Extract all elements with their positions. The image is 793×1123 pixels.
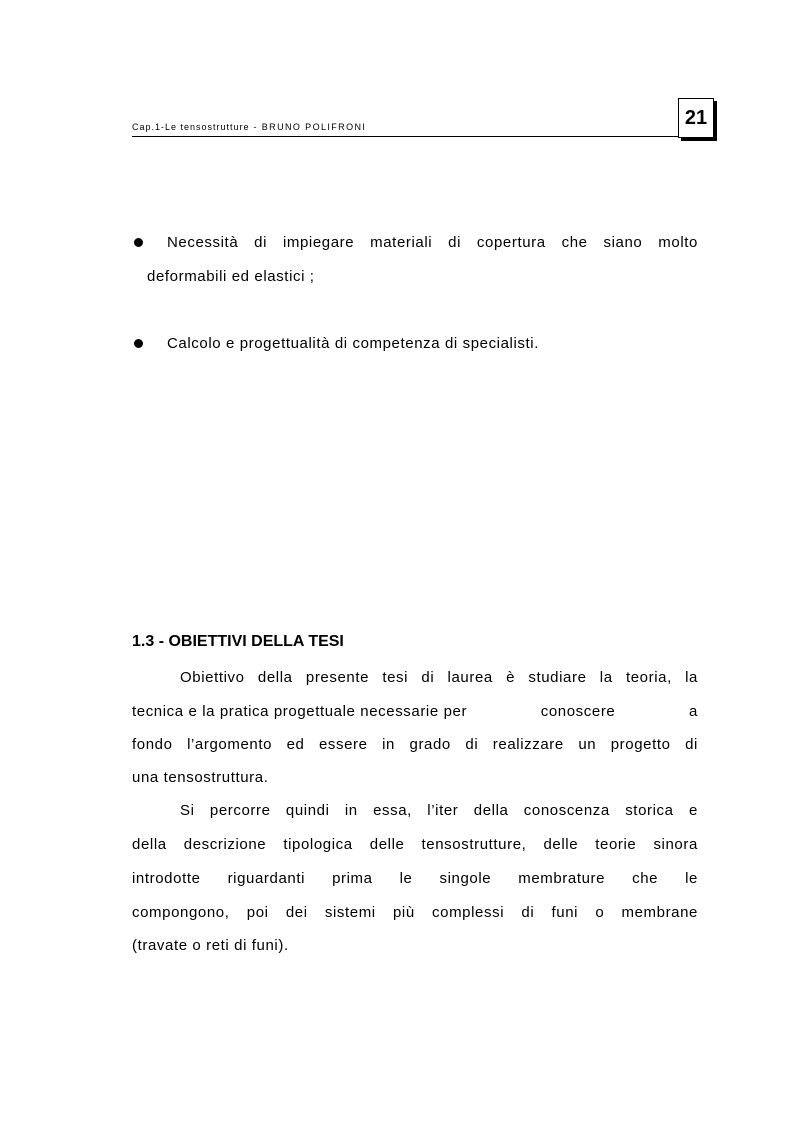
- word: le: [399, 870, 413, 887]
- word: poi: [246, 904, 269, 921]
- word: di: [421, 669, 435, 686]
- word: percorre: [209, 802, 271, 819]
- word: essa,: [373, 802, 412, 819]
- bullet-2-line-1: Calcolo e progettualità di competenza di specialisti.: [167, 335, 539, 352]
- word: singole: [439, 870, 492, 887]
- word: che: [632, 870, 659, 887]
- p1-line-4: una tensostruttura.: [132, 769, 269, 786]
- word: copertura: [476, 234, 546, 251]
- p2-line-4: [132, 904, 698, 921]
- header-chapter: Cap.1-Le tensostrutture: [132, 122, 250, 132]
- word: la: [685, 669, 698, 686]
- p1-line-3: [132, 736, 698, 753]
- bullet-dot-2: [134, 339, 143, 348]
- header-rule: [132, 136, 714, 137]
- word: teorie: [595, 836, 637, 853]
- word: riguardanti: [227, 870, 306, 887]
- word: della: [473, 802, 509, 819]
- word: più: [392, 904, 415, 921]
- word: studiare: [528, 669, 587, 686]
- word: in: [382, 736, 395, 753]
- word: impiegare: [282, 234, 355, 251]
- word: tensostrutture,: [421, 836, 527, 853]
- word: grado: [409, 736, 451, 753]
- word: presente: [305, 669, 370, 686]
- p2-line-2: [132, 836, 698, 853]
- word: Si: [180, 802, 195, 819]
- p2-line-5: (travate o reti di funi).: [132, 937, 289, 954]
- word: realizzare: [492, 736, 564, 753]
- word: tipologica: [283, 836, 353, 853]
- word: quindi: [285, 802, 330, 819]
- word: conoscenza: [523, 802, 610, 819]
- word: l’argomento: [187, 736, 273, 753]
- word: delle: [543, 836, 579, 853]
- word: dei: [285, 904, 308, 921]
- word: è: [506, 669, 516, 686]
- bullet-dot-1: [134, 238, 143, 247]
- word: di: [448, 234, 462, 251]
- text: [180, 669, 698, 686]
- p1-line-2: [132, 703, 698, 720]
- word: membrane: [621, 904, 698, 921]
- word: le: [685, 870, 698, 887]
- word: descrizione: [183, 836, 267, 853]
- p1-line-1: [180, 669, 698, 686]
- word: e: [688, 802, 698, 819]
- word: delle: [369, 836, 405, 853]
- page-number: 21: [678, 98, 714, 138]
- word: conoscere: [540, 703, 616, 720]
- word: funi: [551, 904, 579, 921]
- word: molto: [658, 234, 698, 251]
- word: della: [257, 669, 293, 686]
- word: compongono,: [132, 904, 230, 921]
- word: della: [132, 836, 167, 853]
- word: tecnica e la pratica progettuale necessarie per: [132, 703, 468, 720]
- word: a: [689, 703, 698, 720]
- word: Necessità: [167, 234, 239, 251]
- word: storica: [625, 802, 674, 819]
- p2-line-1: [180, 802, 698, 819]
- word: l’iter: [427, 802, 459, 819]
- word: di: [685, 736, 698, 753]
- word: di: [521, 904, 535, 921]
- word: prima: [332, 870, 373, 887]
- p2-line-3: [132, 870, 698, 887]
- word: fondo: [132, 736, 173, 753]
- word: progetto: [610, 736, 671, 753]
- word: tesi: [382, 669, 409, 686]
- word: sistemi: [324, 904, 376, 921]
- word: in: [344, 802, 358, 819]
- word: Obiettivo: [180, 669, 245, 686]
- word: sinora: [653, 836, 698, 853]
- word: introdotte: [132, 870, 201, 887]
- word: essere: [318, 736, 368, 753]
- word: di: [465, 736, 479, 753]
- header-author: - BRUNO POLIFRONI: [249, 122, 367, 132]
- word: la: [599, 669, 613, 686]
- word: membrature: [518, 870, 606, 887]
- word: materiali: [370, 234, 433, 251]
- word: complessi: [432, 904, 505, 921]
- word: ed: [286, 736, 305, 753]
- running-header: [132, 122, 714, 132]
- word: laurea: [447, 669, 493, 686]
- bullet-1-line-2: deformabili ed elastici ;: [147, 268, 315, 285]
- word: siano: [603, 234, 643, 251]
- word: o: [595, 904, 605, 921]
- word: un: [578, 736, 597, 753]
- word: teoria,: [625, 669, 672, 686]
- section-heading: 1.3 - OBIETTIVI DELLA TESI: [132, 633, 344, 650]
- word: che: [561, 234, 588, 251]
- word: di: [254, 234, 268, 251]
- bullet-1-line-1: [167, 234, 698, 251]
